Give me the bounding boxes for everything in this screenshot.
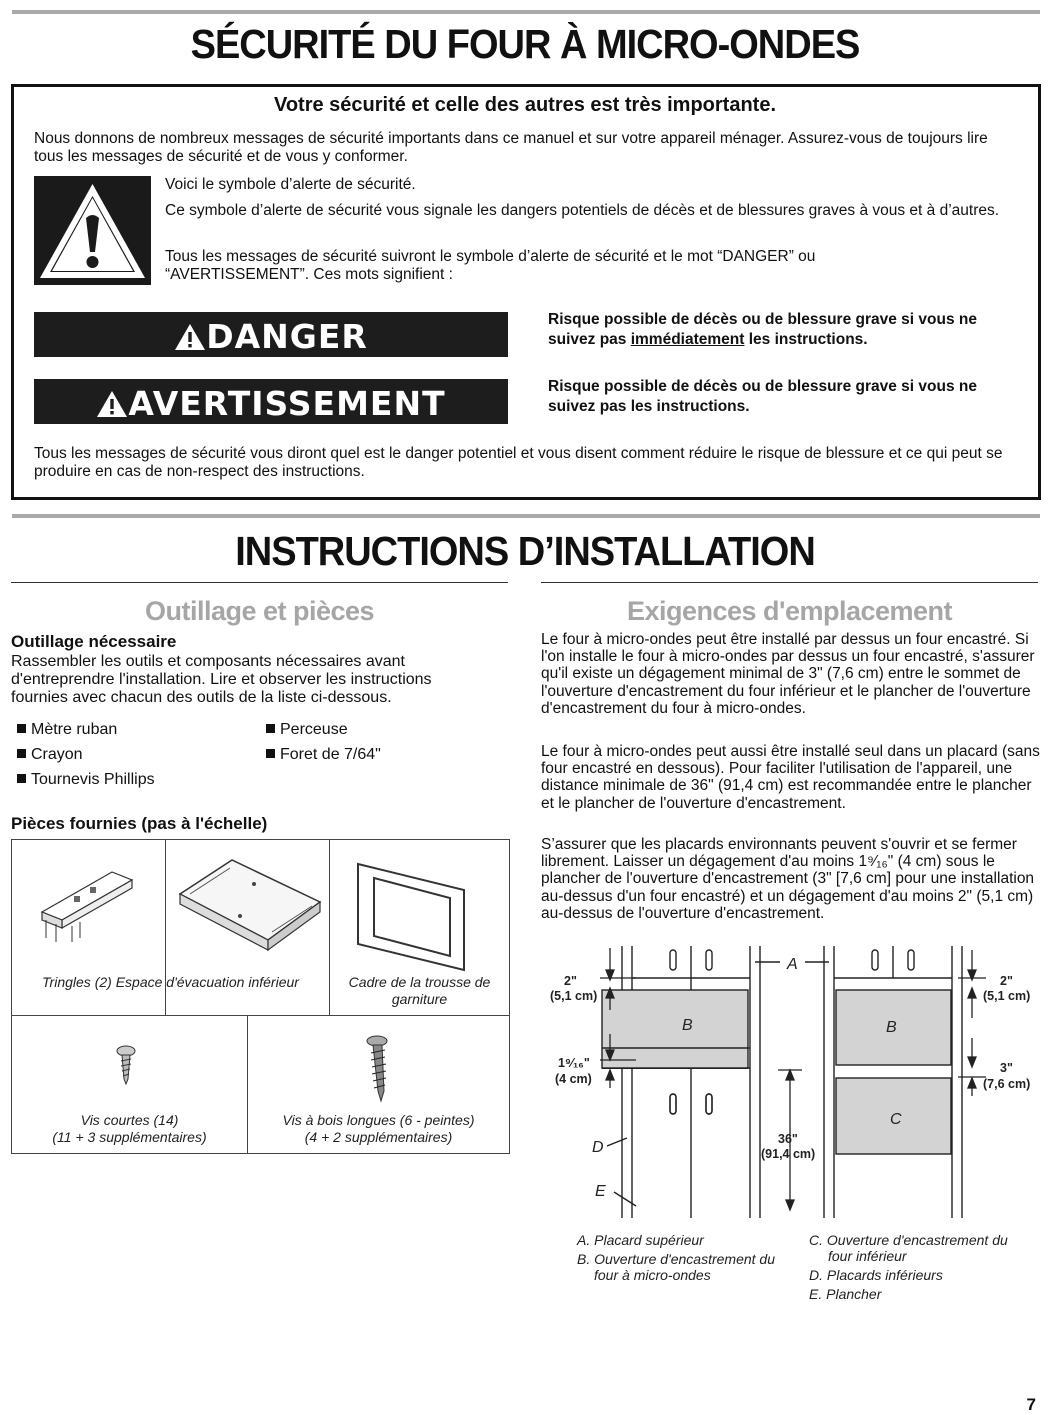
dim-gap-left: 1⁹⁄₁₆" (558, 1056, 590, 1070)
danger-desc-a: Risque possible de décès ou de blessure grave si vous ne suivez pas (548, 311, 977, 348)
location-paragraph-2: Le four à micro-ondes peut aussi être installé seul dans un placard (sans four encastré en dessous). Pour faciliter l'utilisation de l'appareil, une distance minimale de 36" (91,4 cm) est recommandée entre le plancher et le plancher de l'ouverture d'encastrement. (541, 743, 1040, 812)
dim-top-right: 2" (1000, 974, 1013, 988)
install-rule (12, 514, 1040, 518)
page-number: 7 (1026, 1395, 1036, 1414)
dim-gap-right: 3" (1000, 1061, 1013, 1075)
tools-heading: Outillage nécessaire (11, 632, 177, 651)
location-paragraph-3: S’assurer que les placards environnants peuvent s'ouvrir et se fermer librement. Laisser un dégagement d'au moins 1⁹⁄₁₆" (4 cm) sous le plancher de l'ouverture d'encastrement (3" [7,6 cm] pour une installation au-dessus d'un four encastré) et un dégagement d'au moins 2" (5,1 cm) au-dessus de l'ouverture d'encastrement. (541, 836, 1035, 922)
dim-top-left-cm: (5,1 cm) (550, 989, 598, 1003)
symbol-text: Voici le symbole d’alerte de sécurité. (165, 176, 416, 193)
top-rule (12, 10, 1040, 14)
location-paragraph-1: Le four à micro-ondes peut être installé par dessus un four encastré. Si l'on installe le four à micro-ondes par dessus un four encastré, s'assurer qu'il existe un dégagement minimal de 3" (7,6 cm) entre le sommet de l'ouverture d'encastrement du four inférieur et le plancher de l'ouverture d'encastrement du four à micro-ondes. (541, 631, 1035, 717)
trim-frame-caption: Cadre de la trousse de garniture (348, 974, 491, 1007)
alert-icon (96, 390, 128, 418)
install-heading: INSTRUCTIONS D’INSTALLATION (235, 529, 815, 575)
short-screw-icon (114, 1045, 138, 1085)
warning-banner (34, 379, 508, 424)
diagram-label-e: E (595, 1183, 606, 1200)
diagram-label-b: B (682, 1017, 693, 1034)
legend-b: B. Ouverture d'encastrement du (577, 1251, 775, 1267)
legend-e: E. Plancher (809, 1286, 882, 1302)
danger-desc-b: les instructions. (748, 331, 868, 348)
safety-footer: Tous les messages de sécurité vous diront quel est le danger potentiel et vous disent comment réduire le risque de blessure et ce qui peut se produire en cas de non-respect des instructions. (34, 445, 1003, 480)
location-heading: Exigences d'emplacement (626, 596, 953, 626)
cabinet-clearance-diagram (540, 938, 1040, 1228)
signal-words-text: Tous les messages de sécurité suivront le symbole d’alerte de sécurité et le mot “DANGER” ou “AVERTISSEMENT”. Ces mots signifient : (165, 248, 816, 283)
short-screws-caption: Vis courtes (14) (11 + 3 supplémentaires) (52, 1112, 207, 1145)
danger-label: DANGER (206, 317, 368, 356)
tools-parts-heading: Outillage et pièces (144, 596, 375, 626)
diagram-label-c: C (890, 1111, 902, 1128)
dim-gap-right-cm: (7,6 cm) (983, 1077, 1031, 1091)
tool-item: Perceuse (266, 721, 348, 739)
tool-item: Foret de 7/64" (266, 746, 381, 764)
diagram-label-b: B (886, 1019, 897, 1036)
parts-table (11, 839, 510, 1154)
warning-triangle-icon (34, 176, 151, 285)
long-wood-screw-icon (364, 1035, 394, 1103)
parts-heading: Pièces fournies (pas à l'échelle) (11, 814, 268, 833)
dim-36: 36" (778, 1132, 798, 1146)
diagram-label-a: A (787, 956, 798, 973)
left-divider (11, 582, 508, 583)
bottom-vent-drawing (174, 854, 324, 964)
trim-frame-drawing (352, 854, 480, 974)
symbol-desc: Ce symbole d’alerte de sécurité vous signale les dangers potentiels de décès et de blessures graves à vous et à d’autres. (165, 202, 1000, 219)
tool-item: Crayon (17, 746, 83, 764)
warning-label: AVERTISSEMENT (128, 384, 446, 423)
tool-item: Mètre ruban (17, 721, 117, 739)
tool-item: Tournevis Phillips (17, 771, 155, 789)
legend-b-cont: four à micro-ondes (594, 1267, 711, 1283)
legend-c: C. Ouverture d'encastrement du (809, 1232, 1008, 1248)
danger-description (548, 310, 1028, 350)
safety-intro: Nous donnons de nombreux messages de sécurité importants dans ce manuel et sur votre appareil ménager. Assurez-vous de toujours lire tous les messages de sécurité et de vous y conformer. (34, 130, 988, 165)
legend-a: A. Placard supérieur (577, 1232, 704, 1248)
right-divider (541, 582, 1038, 583)
safety-heading: SÉCURITÉ DU FOUR À MICRO-ONDES (190, 22, 860, 68)
alert-icon (174, 323, 206, 351)
legend-d: D. Placards inférieurs (809, 1267, 943, 1283)
rails-drawing (34, 856, 144, 946)
dim-gap-left-cm: (4 cm) (555, 1072, 592, 1086)
safety-box-title: Votre sécurité et celle des autres est très importante. (273, 94, 777, 116)
rails-caption: Tringles (2) Espace d'évacuation inférieur (42, 974, 299, 990)
dim-36-cm: (91,4 cm) (761, 1147, 816, 1161)
danger-desc-underlined: immédiatement (630, 331, 745, 348)
tools-description: Rassembler les outils et composants nécessaires avant d'entreprendre l'installation. Lire et observer les instructions fournies avec chacun des outils de la liste ci-dessous. (11, 653, 432, 706)
danger-banner (34, 312, 508, 357)
long-screws-caption: Vis à bois longues (6 - peintes) (4 + 2 supplémentaires) (282, 1112, 475, 1145)
dim-top-right-cm: (5,1 cm) (983, 989, 1031, 1003)
diagram-label-d: D (592, 1139, 604, 1156)
legend-c-cont: four inférieur (828, 1248, 907, 1264)
safety-alert-symbol (34, 176, 151, 285)
warning-description: Risque possible de décès ou de blessure grave si vous ne suivez pas les instructions. (548, 378, 977, 415)
dim-top-left: 2" (564, 974, 577, 988)
